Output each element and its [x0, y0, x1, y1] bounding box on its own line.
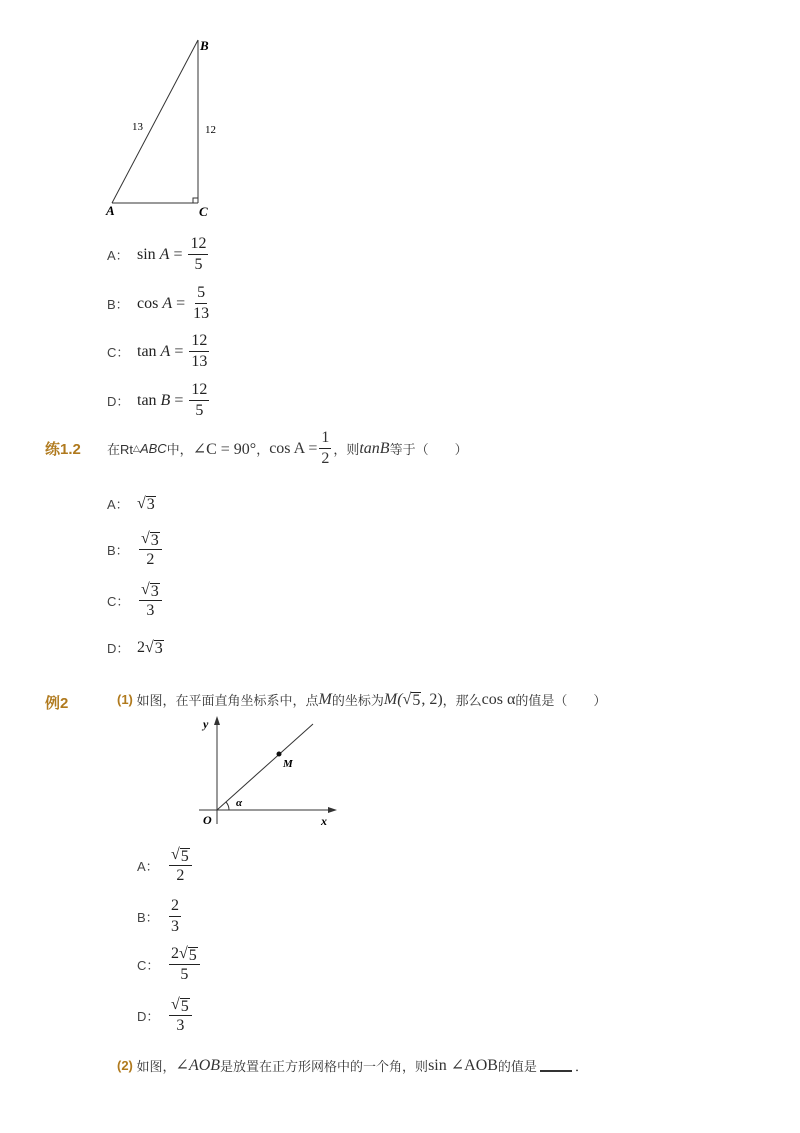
q3-option-a[interactable]: [137, 845, 194, 886]
option-letter: D：: [107, 641, 130, 656]
coordinate-figure: [195, 712, 345, 832]
option-expression: √ 3: [137, 494, 155, 513]
q2-label: 练1.2: [45, 441, 81, 458]
q1-option-a[interactable]: [107, 234, 210, 275]
q3-label: 例2: [45, 695, 69, 712]
y-axis-label: y: [203, 717, 209, 731]
q3-part2-text: (2) 如图， ∠AOB 是放置在正方形网格中的一个角，则 sin ∠AOB 的值是 ．: [117, 1057, 588, 1074]
vertex-b-label: B: [200, 38, 209, 53]
option-letter: C：: [137, 958, 160, 973]
option-letter: D：: [137, 1009, 160, 1024]
origin-label: O: [203, 813, 212, 827]
option-expression: √ 5 3: [167, 995, 194, 1036]
triangle-figure: [100, 30, 230, 225]
vertex-a-label: A: [106, 203, 115, 218]
triangle-hypotenuse: [112, 40, 198, 203]
angle-arc: [226, 802, 229, 810]
angle-alpha-label: α: [236, 797, 243, 809]
q1-option-d[interactable]: [107, 380, 211, 421]
x-axis-arrow: [328, 807, 337, 813]
option-letter: B：: [137, 910, 159, 925]
q3-option-b[interactable]: [137, 896, 183, 937]
option-letter: A：: [137, 859, 159, 874]
option-letter: A：: [107, 248, 129, 263]
option-expression: cos A = $\frac{5}{13}$: [137, 284, 210, 322]
hypotenuse-length-label: 13: [132, 121, 143, 133]
q2-question-text: 在Rt △ ABC 中， ∠C = 90° ， cos A = $\frac{1}{2}$ ，则 tanB 等于（ ）: [107, 429, 468, 467]
vertex-c-label: C: [199, 204, 208, 219]
ray-om: [217, 724, 313, 810]
option-expression: tan A = $\frac{12}{13}$: [137, 332, 208, 370]
y-axis-arrow: [214, 716, 220, 725]
option-letter: B：: [107, 297, 129, 312]
option-expression: sin A = $\frac{12}{5}$: [137, 235, 207, 273]
point-m: [277, 752, 282, 757]
option-letter: A：: [107, 497, 129, 512]
option-expression: √ 5 2: [167, 845, 194, 886]
option-expression: 2 √ 3: [137, 638, 163, 657]
option-letter: D：: [107, 394, 130, 409]
q3-option-c[interactable]: [137, 944, 202, 985]
option-expression: √ 3 2: [137, 529, 164, 570]
x-axis-label: x: [321, 814, 327, 828]
q2-option-a[interactable]: [107, 494, 156, 513]
right-angle-mark: [193, 198, 198, 203]
point-m-label: M: [283, 758, 293, 770]
option-letter: B：: [107, 543, 129, 558]
option-expression: $\frac{2}{3}$: [171, 897, 179, 935]
q2-option-d[interactable]: [107, 638, 164, 657]
q1-option-c[interactable]: [107, 331, 211, 372]
option-expression: √ 3 3: [137, 580, 164, 621]
option-expression: tan B = $\frac{12}{5}$: [137, 381, 208, 419]
triangle-symbol: △: [133, 443, 140, 453]
answer-blank[interactable]: [540, 1058, 572, 1072]
option-letter: C：: [107, 345, 130, 360]
q3-part1-text: (1) 如图，在平面直角坐标系中，点 M 的坐标为 M( √ 5 , 2) ，那么 cos α 的值是（ ）: [117, 690, 607, 709]
q3-option-d[interactable]: [137, 995, 194, 1036]
leg-length-label: 12: [205, 124, 216, 136]
option-expression: 2 √ 5 5: [167, 944, 202, 985]
q1-option-b[interactable]: [107, 283, 213, 324]
q2-option-b[interactable]: [107, 529, 164, 570]
q2-option-c[interactable]: [107, 580, 164, 621]
option-letter: C：: [107, 594, 130, 609]
